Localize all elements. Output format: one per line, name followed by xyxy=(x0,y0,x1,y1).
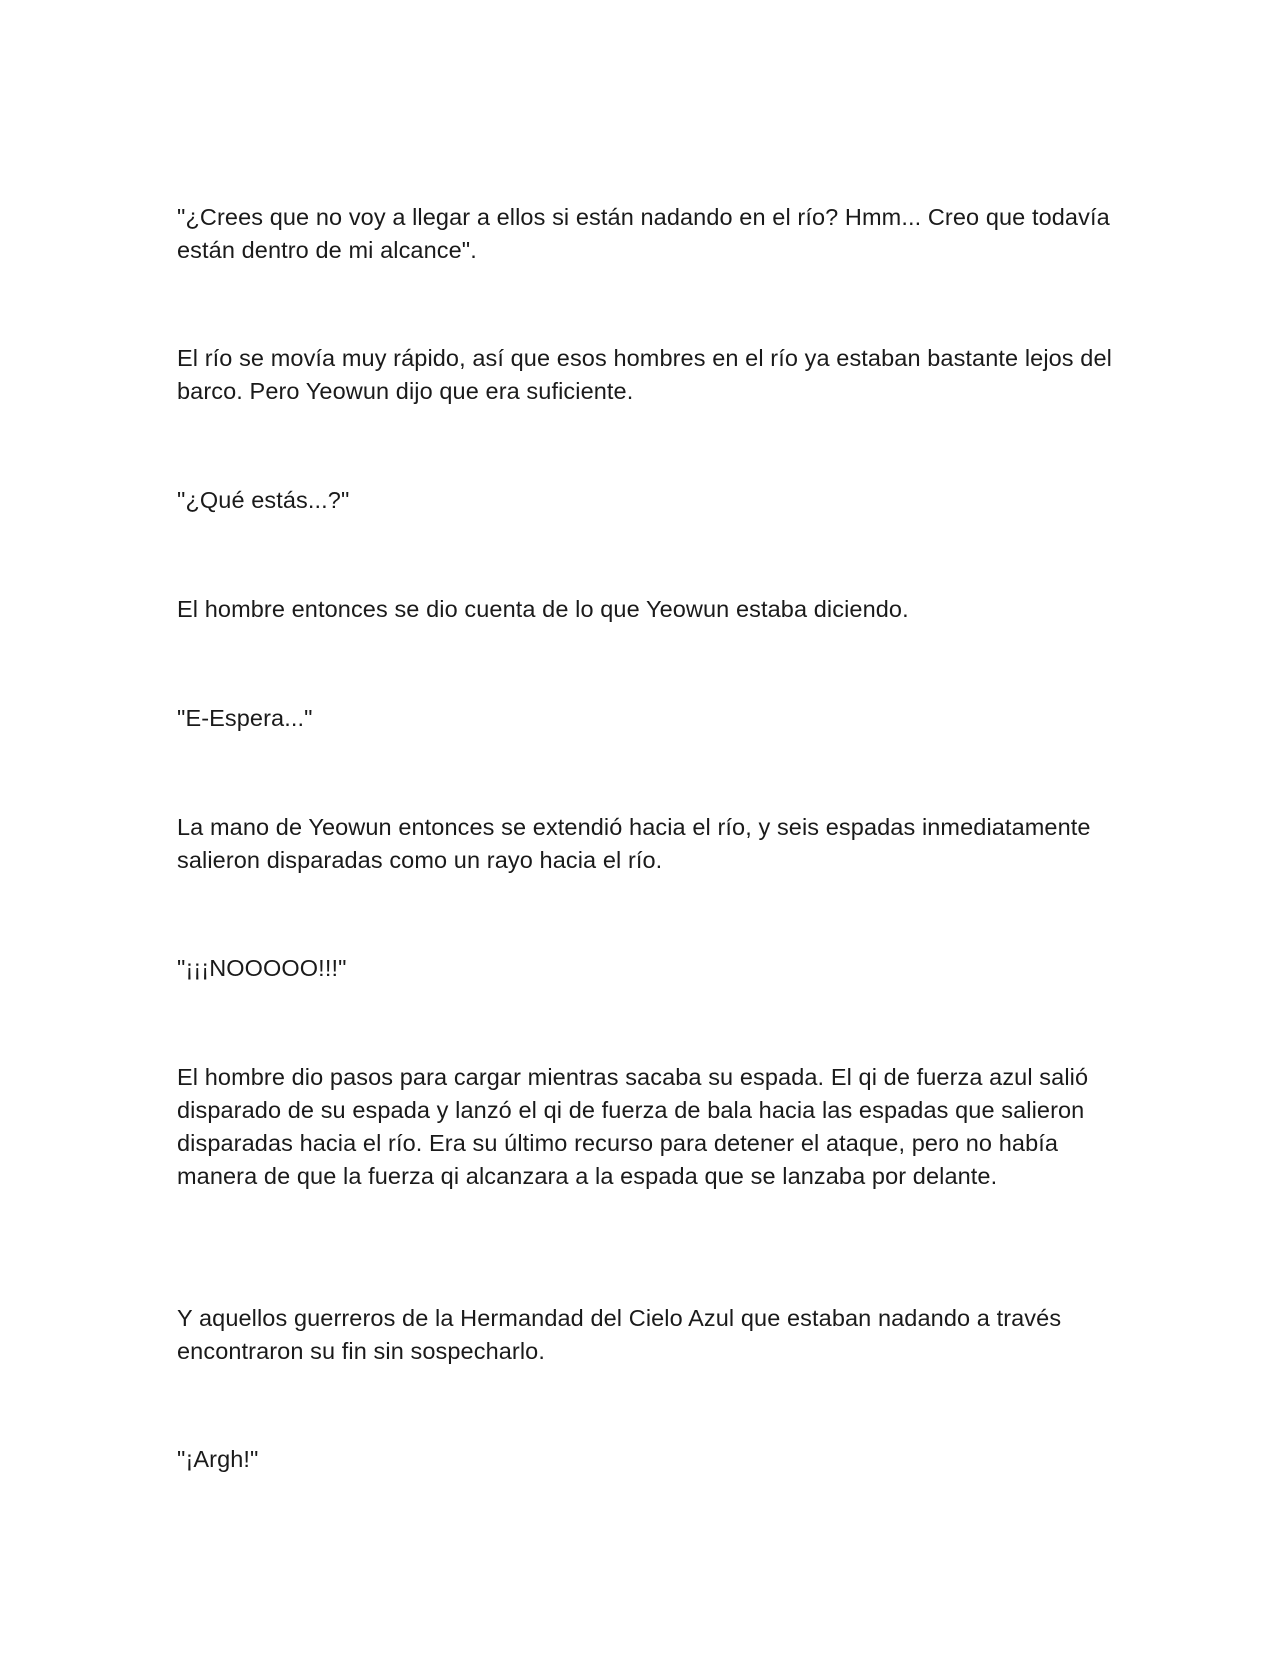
paragraph: Y aquellos guerreros de la Hermandad del Cielo Azul que estaban nadando a través encontraron su fin sin sospecharlo. xyxy=(177,1305,1062,1364)
paragraph: "¡¡¡NOOOOO!!!" xyxy=(177,955,347,981)
paragraph: "¿Crees que no voy a llegar a ellos si están nadando en el río? Hmm... Creo que todavía están dentro de mi alcance". xyxy=(177,204,1110,263)
paragraph: "¿Qué estás...?" xyxy=(177,487,350,513)
paragraph: El hombre dio pasos para cargar mientras sacaba su espada. El qi de fuerza azul salió disparado de su espada y lanzó el qi de fuerza de bala hacia las espadas que salieron disparadas hacia el río. Era su último recurso para detener el ataque, pero no había manera de que la fuerza qi alcanzara a la espada que se lanzaba por delante. xyxy=(177,1064,1089,1189)
paragraph: El hombre entonces se dio cuenta de lo que Yeowun estaba diciendo. xyxy=(177,596,909,622)
paragraph: "¡Argh!" xyxy=(177,1446,259,1472)
paragraph: La mano de Yeowun entonces se extendió hacia el río, y seis espadas inmediatamente salieron disparadas como un rayo hacia el río. xyxy=(177,814,1091,873)
paragraph: El río se movía muy rápido, así que esos hombres en el río ya estaban bastante lejos del barco. Pero Yeowun dijo que era suficiente. xyxy=(177,345,1112,404)
paragraph: "E-Espera..." xyxy=(177,705,313,731)
